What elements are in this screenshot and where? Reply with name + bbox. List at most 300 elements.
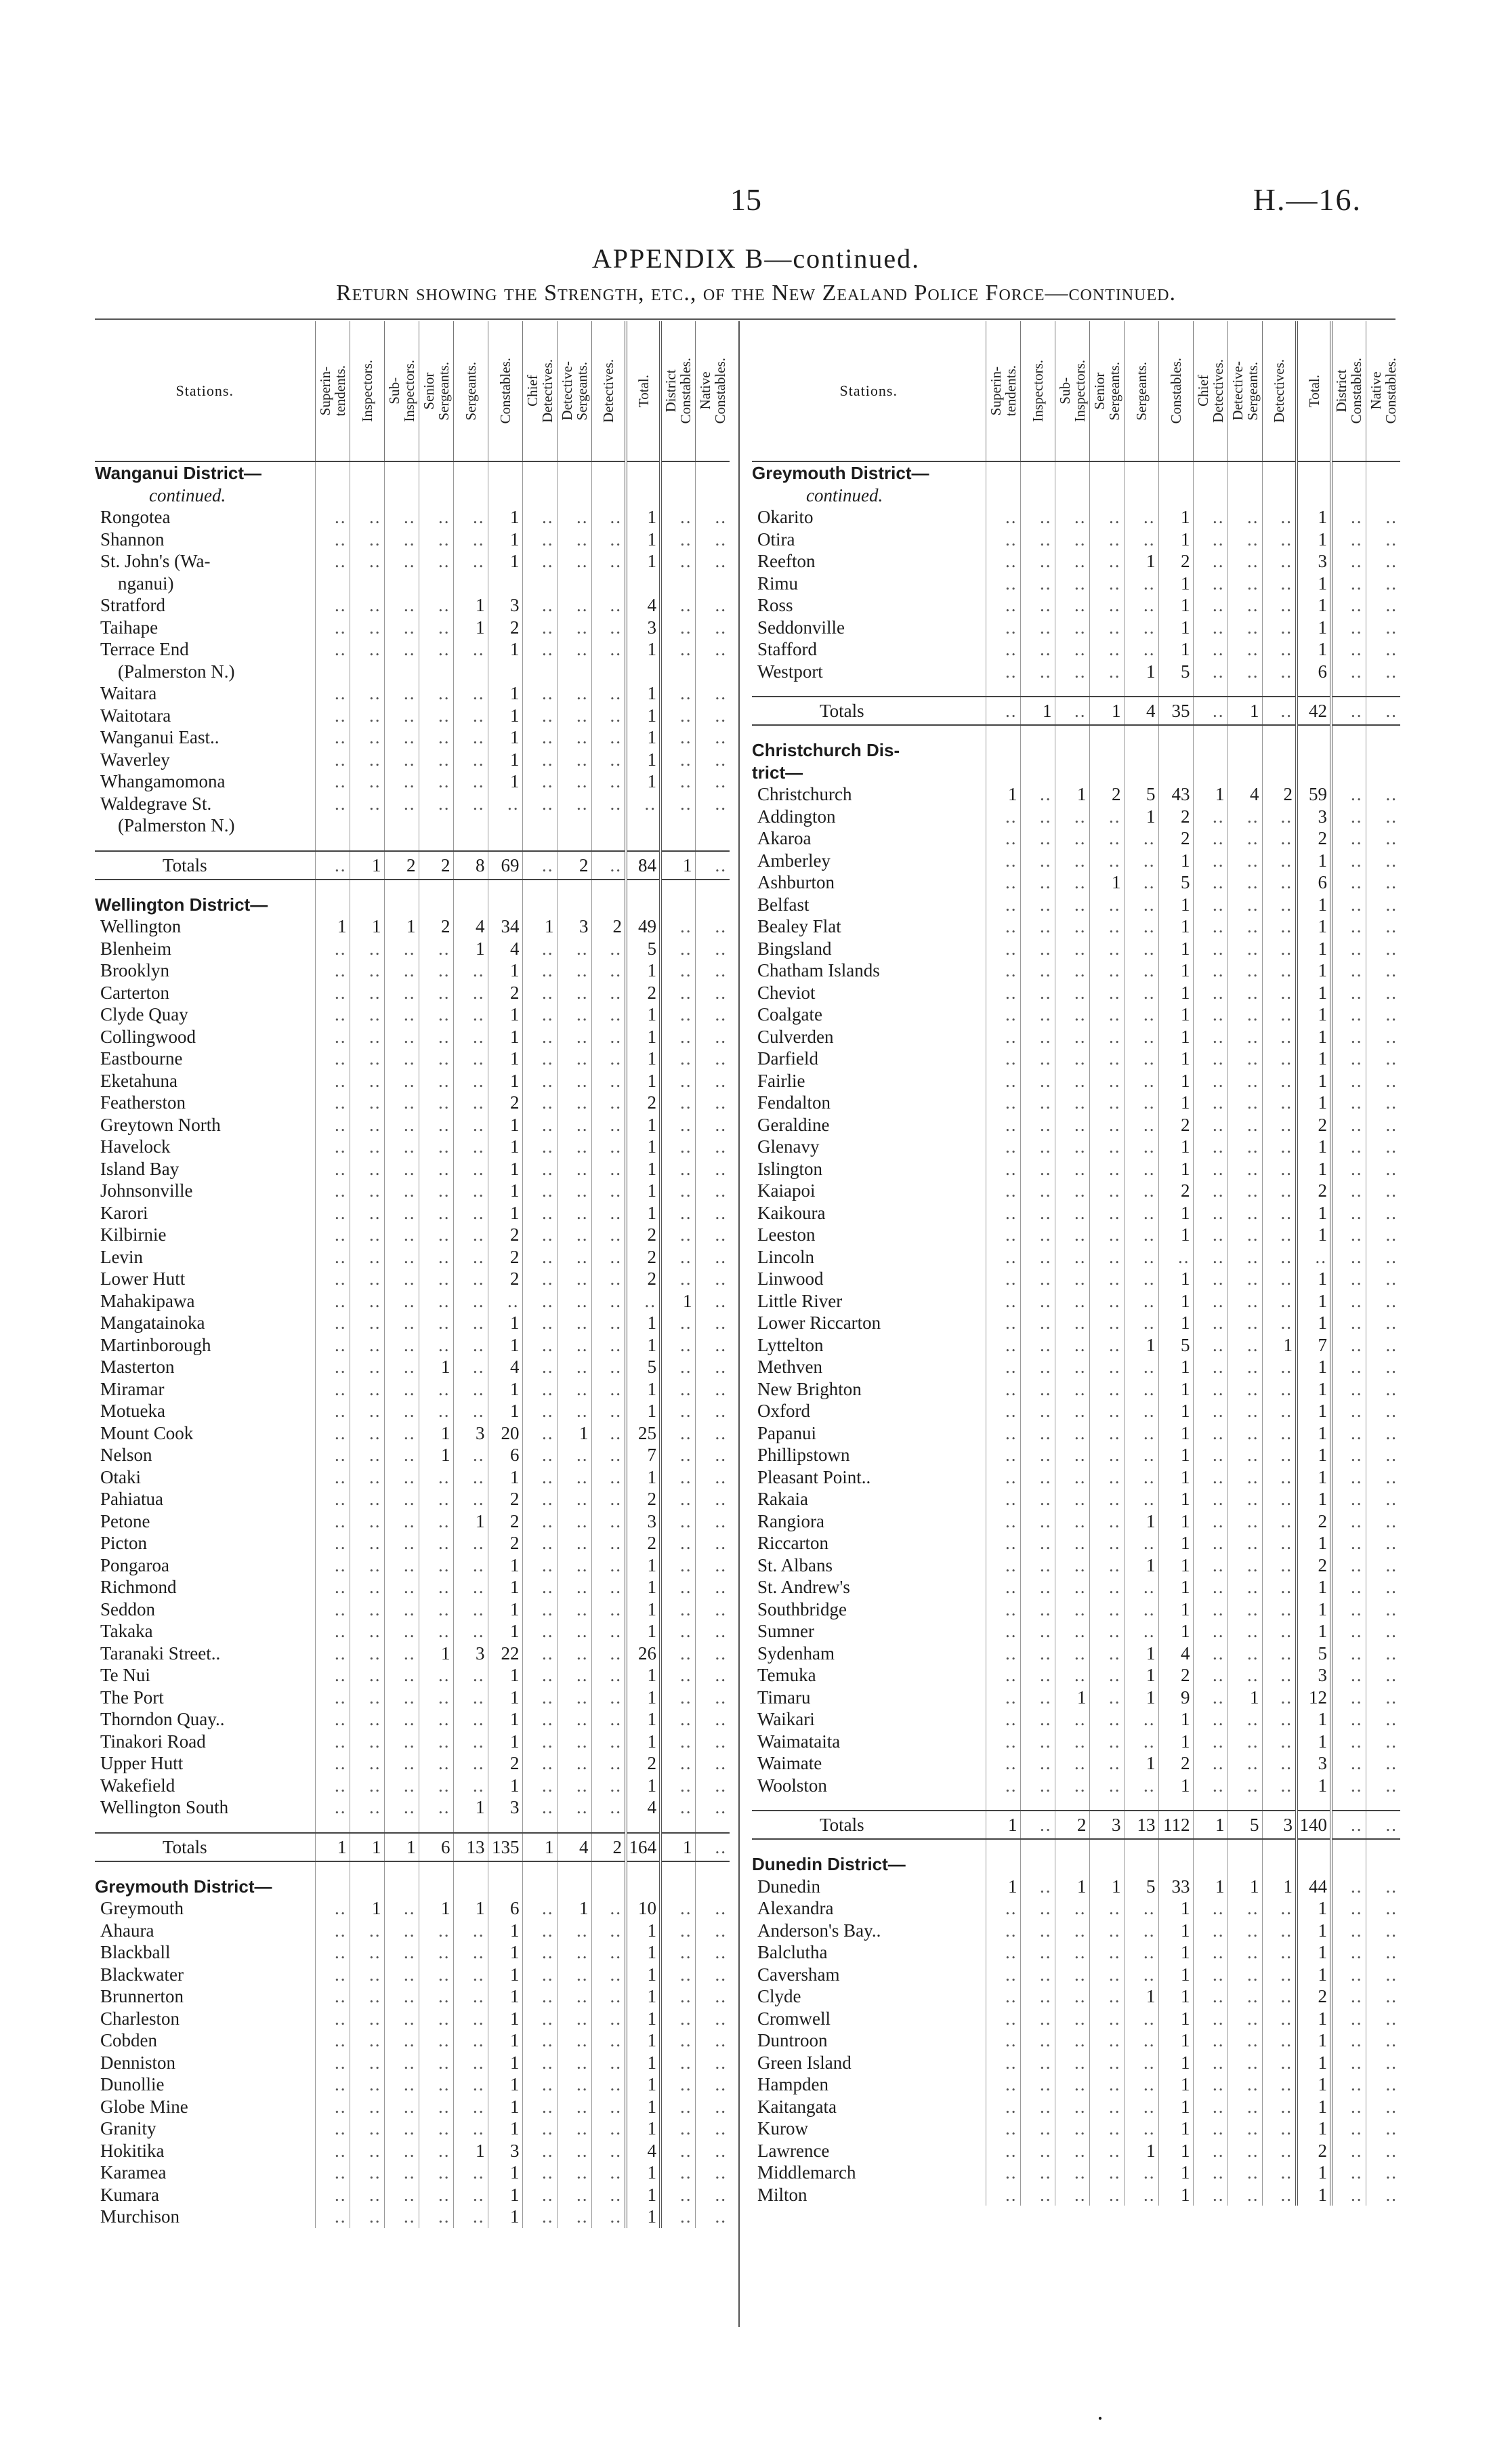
cell-total: 1	[1297, 1312, 1331, 1334]
cell-sub-inspectors: ..	[1055, 1708, 1089, 1731]
cell-inspectors: ..	[1020, 506, 1055, 529]
spacer-cell	[1193, 725, 1227, 739]
cell-sub-inspectors: ..	[384, 1941, 419, 1964]
cell-chief-detectives: ..	[522, 1180, 557, 1202]
station-name: Wellington South	[100, 1797, 229, 1818]
cell-senior-sergeants: ..	[1089, 638, 1124, 661]
cell-detectives: ..	[591, 1202, 626, 1224]
cell-inspectors: ..	[350, 1224, 384, 1246]
cell-sub-inspectors: ..	[384, 2052, 419, 2074]
cell-chief-detectives: ..	[1193, 573, 1227, 595]
district-heading-row	[95, 461, 730, 484]
cell-senior-sergeants: ..	[1089, 2008, 1124, 2030]
cell-native-constables	[1366, 762, 1400, 784]
station-name: Lawrence	[757, 2140, 830, 2161]
cell-inspectors: ..	[1020, 1158, 1055, 1180]
cell-chief-detectives: ..	[1193, 1246, 1227, 1268]
station-name: Islington	[757, 1158, 823, 1179]
cell-district-constables: ..	[1331, 2008, 1366, 2030]
cell-detective-sergeants: ..	[557, 1510, 591, 1533]
cell-sub-inspectors: ..	[384, 1158, 419, 1180]
cell-superintendents: 1	[986, 1811, 1020, 1839]
spacer-cell	[522, 880, 557, 894]
cell-detectives: 1	[1262, 1876, 1297, 1898]
cell-detectives: ..	[591, 2184, 626, 2206]
cell-constables: 1	[488, 1687, 522, 1709]
cell-sergeants: ..	[1124, 573, 1158, 595]
station-name: Anderson's Bay..	[757, 1920, 881, 1941]
cell-chief-detectives: ..	[522, 1092, 557, 1114]
cell-chief-detectives: ..	[522, 1026, 557, 1048]
spacer-cell	[384, 1819, 419, 1833]
station-name: Okarito	[757, 507, 814, 528]
cell-native-constables: ..	[1366, 1664, 1400, 1687]
cell-native-constables: ..	[1366, 506, 1400, 529]
cell-chief-detectives: ..	[522, 1532, 557, 1554]
cell-sergeants: ..	[453, 1224, 488, 1246]
cell-district-constables: ..	[1331, 1356, 1366, 1378]
cell-superintendents: ..	[986, 2052, 1020, 2074]
cell-detectives	[1262, 739, 1297, 762]
cell-chief-detectives: ..	[522, 1136, 557, 1158]
cell-sub-inspectors: ..	[384, 1444, 419, 1466]
station-row	[752, 1920, 1400, 1942]
spacer-cell	[315, 1861, 350, 1876]
cell-constables: 1	[1158, 1422, 1193, 1445]
station-row	[752, 1136, 1400, 1158]
station-name: Collingwood	[100, 1026, 196, 1047]
cell-chief-detectives	[1193, 461, 1227, 484]
cell-inspectors: ..	[1020, 1920, 1055, 1942]
cell-native-constables: ..	[695, 1466, 730, 1489]
cell-detectives: ..	[591, 982, 626, 1004]
cell-sergeants: ..	[1124, 1731, 1158, 1753]
station-name: Takaka	[100, 1621, 153, 1642]
col-header-sub-inspectors: Sub- Inspectors.	[1055, 321, 1089, 461]
cell-constables: 1	[1158, 1048, 1193, 1070]
cell-superintendents: ..	[315, 2206, 350, 2228]
cell-detective-sergeants: ..	[557, 1268, 591, 1290]
station-name: Whangamomona	[100, 771, 226, 792]
cell-inspectors: ..	[1020, 1466, 1055, 1489]
cell-total: 25	[626, 1422, 660, 1445]
spacer-cell	[1331, 682, 1366, 697]
cell-superintendents: ..	[315, 1731, 350, 1753]
cell-superintendents: ..	[986, 1466, 1020, 1489]
cell-district-constables: ..	[660, 2052, 695, 2074]
cell-chief-detectives: ..	[1193, 1114, 1227, 1136]
station-name: Motueka	[100, 1401, 165, 1422]
cell-total: 1	[626, 1400, 660, 1422]
cell-constables: 1	[488, 2096, 522, 2118]
cell-sergeants: ..	[453, 1048, 488, 1070]
cell-total: 6	[1297, 661, 1331, 683]
cell-detectives: ..	[1262, 661, 1297, 683]
cell-sergeants: 5	[1124, 783, 1158, 806]
cell-sergeants: 1	[453, 2140, 488, 2162]
cell-native-constables: ..	[1366, 1180, 1400, 1202]
spacer-row	[752, 725, 1400, 739]
station-row	[95, 1224, 730, 1246]
spacer-row	[752, 1796, 1400, 1811]
cell-district-constables	[660, 484, 695, 507]
spacer-cell	[695, 1819, 730, 1833]
cell-sergeants	[1124, 762, 1158, 784]
cell-sergeants: ..	[453, 770, 488, 793]
cell-detectives: ..	[591, 1941, 626, 1964]
cell-constables: 1	[488, 2008, 522, 2030]
cell-district-constables: ..	[660, 1356, 695, 1378]
cell-sergeants: 1	[1124, 1643, 1158, 1665]
cell-chief-detectives: ..	[522, 1400, 557, 1422]
station-row	[752, 1092, 1400, 1114]
cell-native-constables: ..	[695, 1290, 730, 1313]
station-row	[95, 1964, 730, 1986]
cell-sergeants: ..	[453, 1687, 488, 1709]
spacer-cell	[1227, 1796, 1262, 1811]
cell-detective-sergeants: ..	[1227, 1964, 1262, 1986]
cell-detective-sergeants	[557, 484, 591, 507]
station-row	[95, 1136, 730, 1158]
cell-chief-detectives: ..	[522, 1796, 557, 1819]
col-header-sergeants: Sergeants.	[453, 321, 488, 461]
station-name: Caversham	[757, 1964, 840, 1985]
cell-native-constables: ..	[695, 915, 730, 938]
station-row	[95, 1092, 730, 1114]
cell-constables: 1	[488, 1400, 522, 1422]
cell-senior-sergeants: ..	[1089, 1466, 1124, 1489]
station-row	[95, 814, 730, 837]
spacer-cell	[1331, 1839, 1366, 1853]
cell-total: 1	[626, 770, 660, 793]
cell-senior-sergeants: ..	[419, 1070, 453, 1092]
header-row	[752, 321, 1400, 461]
cell-district-constables: ..	[1331, 1312, 1366, 1334]
cell-sergeants: ..	[453, 1268, 488, 1290]
cell-detective-sergeants: ..	[557, 959, 591, 982]
cell-chief-detectives: ..	[522, 1643, 557, 1665]
cell-native-constables: ..	[695, 1180, 730, 1202]
cell-native-constables: ..	[1366, 550, 1400, 573]
station-row	[95, 1510, 730, 1533]
cell-native-constables: ..	[695, 793, 730, 815]
cell-sub-inspectors	[384, 814, 419, 837]
station-row	[95, 749, 730, 771]
cell-senior-sergeants: ..	[419, 1964, 453, 1986]
cell-sub-inspectors: ..	[1055, 1356, 1089, 1378]
station-row	[752, 1290, 1400, 1313]
station-name: Eketahuna	[100, 1070, 177, 1091]
cell-constables: 1	[488, 749, 522, 771]
cell-sergeants: ..	[453, 1466, 488, 1489]
col-header-detectives: Detectives.	[1262, 321, 1297, 461]
cell-district-constables: ..	[660, 1532, 695, 1554]
cell-native-constables: ..	[1366, 1158, 1400, 1180]
cell-superintendents: ..	[986, 915, 1020, 938]
cell-native-constables: ..	[1366, 915, 1400, 938]
cell-inspectors: ..	[1020, 1334, 1055, 1357]
cell-inspectors	[350, 484, 384, 507]
station-name: Rimu	[757, 573, 799, 594]
cell-native-constables: ..	[1366, 850, 1400, 872]
station-name: Pongaroa	[100, 1554, 169, 1575]
station-name: Linwood	[757, 1268, 824, 1289]
cell-total: 3	[1297, 1664, 1331, 1687]
cell-senior-sergeants: ..	[1089, 1488, 1124, 1510]
cell-superintendents	[315, 661, 350, 683]
cell-total: 1	[626, 726, 660, 749]
cell-sub-inspectors: ..	[1055, 1334, 1089, 1357]
station-name: Stafford	[757, 639, 817, 660]
cell-total: 1	[1297, 1964, 1331, 1986]
cell-constables: 112	[1158, 1811, 1193, 1839]
cell-chief-detectives: ..	[522, 594, 557, 617]
cell-native-constables: ..	[1366, 1643, 1400, 1665]
cell-inspectors	[350, 573, 384, 595]
cell-district-constables: ..	[1331, 806, 1366, 828]
cell-native-constables: ..	[1366, 1775, 1400, 1797]
cell-constables: 9	[1158, 1687, 1193, 1709]
cell-inspectors: ..	[1020, 1070, 1055, 1092]
cell-constables: 1	[488, 682, 522, 705]
cell-native-constables: ..	[1366, 594, 1400, 617]
cell-native-constables: ..	[1366, 617, 1400, 639]
cell-superintendents: ..	[986, 1114, 1020, 1136]
cell-district-constables: ..	[660, 982, 695, 1004]
cell-sergeants: ..	[453, 1334, 488, 1357]
cell-inspectors: ..	[350, 2073, 384, 2096]
cell-inspectors: ..	[1020, 1312, 1055, 1334]
cell-sub-inspectors: ..	[1055, 1775, 1089, 1797]
cell-district-constables: ..	[660, 2206, 695, 2228]
cell-constables	[1158, 461, 1193, 484]
station-name: Duntroon	[757, 2030, 828, 2051]
cell-native-constables: ..	[695, 1897, 730, 1920]
cell-total: 2	[1297, 1180, 1331, 1202]
cell-total: 1	[626, 2029, 660, 2052]
cell-constables: 2	[488, 1752, 522, 1775]
col-header-superintendents: Superin- tendents.	[315, 321, 350, 461]
cell-inspectors: ..	[350, 1664, 384, 1687]
station-name: Waitara	[100, 683, 157, 704]
cell-total: 1	[626, 2184, 660, 2206]
cell-sub-inspectors	[1055, 739, 1089, 762]
spacer-cell	[1020, 682, 1055, 697]
cell-total: 1	[626, 1202, 660, 1224]
cell-district-constables: ..	[1331, 1466, 1366, 1489]
spacer-cell	[752, 725, 986, 739]
cell-constables: 2	[488, 617, 522, 639]
station-row	[95, 529, 730, 551]
cell-chief-detectives: ..	[522, 749, 557, 771]
spacer-cell	[1193, 1796, 1227, 1811]
cell-superintendents: ..	[986, 617, 1020, 639]
cell-total: 1	[1297, 1731, 1331, 1753]
spacer-cell	[384, 880, 419, 894]
cell-detective-sergeants: ..	[1227, 806, 1262, 828]
cell-detective-sergeants: ..	[557, 1664, 591, 1687]
cell-native-constables: ..	[695, 1532, 730, 1554]
cell-total: 1	[626, 506, 660, 529]
cell-senior-sergeants: ..	[419, 1114, 453, 1136]
cell-sergeants: ..	[1124, 1268, 1158, 1290]
station-row	[752, 1897, 1400, 1920]
station-name: Brooklyn	[100, 960, 170, 981]
cell-superintendents: ..	[315, 617, 350, 639]
cell-senior-sergeants: ..	[419, 1290, 453, 1313]
cell-chief-detectives: ..	[1193, 1422, 1227, 1445]
cell-chief-detectives	[522, 461, 557, 484]
cell-native-constables: ..	[1366, 1400, 1400, 1422]
cell-chief-detectives: ..	[1193, 1312, 1227, 1334]
station-name: Woolston	[757, 1775, 827, 1796]
cell-detectives: ..	[1262, 2029, 1297, 2052]
cell-sub-inspectors: ..	[1055, 1620, 1089, 1643]
cell-chief-detectives: ..	[1193, 506, 1227, 529]
cell-district-constables: ..	[660, 1114, 695, 1136]
cell-native-constables: ..	[1366, 638, 1400, 661]
cell-sergeants: ..	[453, 2184, 488, 2206]
cell-sergeants: 1	[1124, 1334, 1158, 1357]
station-name: Hampden	[757, 2074, 828, 2095]
cell-district-constables: ..	[660, 617, 695, 639]
station-name: Kumara	[100, 2184, 159, 2205]
cell-sub-inspectors: ..	[1055, 2029, 1089, 2052]
cell-detectives: ..	[591, 638, 626, 661]
cell-native-constables: ..	[695, 2073, 730, 2096]
spacer-cell	[384, 1861, 419, 1876]
cell-detectives: ..	[591, 1400, 626, 1422]
cell-superintendents: ..	[315, 1114, 350, 1136]
cell-sub-inspectors	[384, 894, 419, 916]
spacer-cell	[1366, 1839, 1400, 1853]
cell-sub-inspectors: ..	[1055, 894, 1089, 916]
cell-district-constables: ..	[1331, 1136, 1366, 1158]
cell-constables: 1	[488, 1985, 522, 2008]
cell-superintendents: ..	[315, 638, 350, 661]
cell-total: 1	[1297, 894, 1331, 916]
cell-sergeants: 1	[453, 1510, 488, 1533]
cell-inspectors: ..	[350, 1422, 384, 1445]
cell-detective-sergeants: ..	[1227, 2162, 1262, 2184]
station-name: Totals	[752, 1811, 986, 1839]
cell-total: 49	[626, 915, 660, 938]
cell-constables: 1	[1158, 617, 1193, 639]
cell-detective-sergeants: 5	[1227, 1811, 1262, 1839]
station-name: Dunollie	[100, 2074, 165, 2095]
cell-district-constables: ..	[1331, 2052, 1366, 2074]
cell-native-constables: ..	[695, 1941, 730, 1964]
cell-sub-inspectors: ..	[1055, 938, 1089, 960]
cell-inspectors: ..	[1020, 1664, 1055, 1687]
cell-detective-sergeants: ..	[1227, 1202, 1262, 1224]
cell-total: 1	[1297, 2073, 1331, 2096]
cell-senior-sergeants: ..	[419, 550, 453, 573]
station-name: Tinakori Road	[100, 1731, 206, 1752]
cell-superintendents: ..	[986, 1312, 1020, 1334]
cell-district-constables: ..	[1331, 1510, 1366, 1533]
cell-total: 1	[626, 1312, 660, 1334]
cell-detective-sergeants: ..	[557, 1576, 591, 1598]
cell-native-constables: ..	[695, 1202, 730, 1224]
cell-chief-detectives	[522, 573, 557, 595]
cell-native-constables: ..	[1366, 1290, 1400, 1313]
cell-detectives: ..	[591, 2206, 626, 2228]
station-name: Thorndon Quay..	[100, 1709, 225, 1730]
spacer-cell	[591, 880, 626, 894]
cell-inspectors: ..	[1020, 1202, 1055, 1224]
cell-total: 7	[626, 1444, 660, 1466]
cell-native-constables: ..	[1366, 529, 1400, 551]
cell-constables: 5	[1158, 661, 1193, 683]
cell-sub-inspectors: ..	[1055, 2118, 1089, 2140]
cell-superintendents	[315, 484, 350, 507]
cell-superintendents: ..	[315, 1048, 350, 1070]
cell-sub-inspectors: ..	[1055, 1488, 1089, 1510]
cell-superintendents: ..	[986, 1290, 1020, 1313]
cell-detectives: ..	[591, 1048, 626, 1070]
cell-native-constables: ..	[695, 1268, 730, 1290]
cell-total: 1	[1297, 573, 1331, 595]
station-row	[752, 1070, 1400, 1092]
station-name: (Palmerston N.)	[118, 661, 235, 682]
station-name: Green Island	[757, 2052, 852, 2073]
cell-native-constables: ..	[1366, 1246, 1400, 1268]
spacer-cell	[1262, 1796, 1297, 1811]
cell-constables: 1	[1158, 1092, 1193, 1114]
station-row	[95, 1048, 730, 1070]
spacer-cell	[488, 1819, 522, 1833]
cell-senior-sergeants: ..	[419, 1158, 453, 1180]
cell-constables: 1	[1158, 2096, 1193, 2118]
cell-constables: 4	[1158, 1643, 1193, 1665]
cell-total: 2	[1297, 1554, 1331, 1577]
cell-chief-detectives: ..	[1193, 871, 1227, 894]
cell-sergeants: ..	[453, 550, 488, 573]
cell-sergeants: ..	[453, 1664, 488, 1687]
cell-chief-detectives: ..	[522, 1224, 557, 1246]
cell-inspectors: ..	[1020, 1004, 1055, 1026]
cell-native-constables	[695, 894, 730, 916]
cell-detectives: ..	[1262, 1941, 1297, 1964]
cell-detectives: ..	[1262, 573, 1297, 595]
cell-district-constables: ..	[1331, 1004, 1366, 1026]
cell-chief-detectives: ..	[1193, 1004, 1227, 1026]
station-row	[752, 1378, 1400, 1401]
cell-detectives: ..	[1262, 1775, 1297, 1797]
cell-sergeants: ..	[1124, 1897, 1158, 1920]
cell-total: 1	[1297, 1268, 1331, 1290]
cell-native-constables: ..	[1366, 1876, 1400, 1898]
cell-district-constables: ..	[660, 915, 695, 938]
cell-native-constables: ..	[1366, 1687, 1400, 1709]
cell-sub-inspectors: ..	[1055, 1092, 1089, 1114]
cell-native-constables: ..	[695, 1752, 730, 1775]
cell-detectives: ..	[591, 2008, 626, 2030]
subtitle-text: Return showing the Strength, etc., of the New Zealand Police Force—continued.	[336, 281, 1176, 306]
cell-constables: 3	[488, 594, 522, 617]
station-row	[95, 2206, 730, 2228]
station-name: Dunedin	[757, 1876, 820, 1897]
station-row	[752, 2008, 1400, 2030]
cell-total	[1297, 762, 1331, 784]
station-row	[95, 573, 730, 595]
col-header-total: Total.	[626, 321, 660, 461]
cell-native-constables: ..	[1366, 2140, 1400, 2162]
cell-constables: 2	[1158, 1180, 1193, 1202]
cell-detectives: ..	[1262, 1731, 1297, 1753]
cell-chief-detectives: ..	[522, 1731, 557, 1753]
